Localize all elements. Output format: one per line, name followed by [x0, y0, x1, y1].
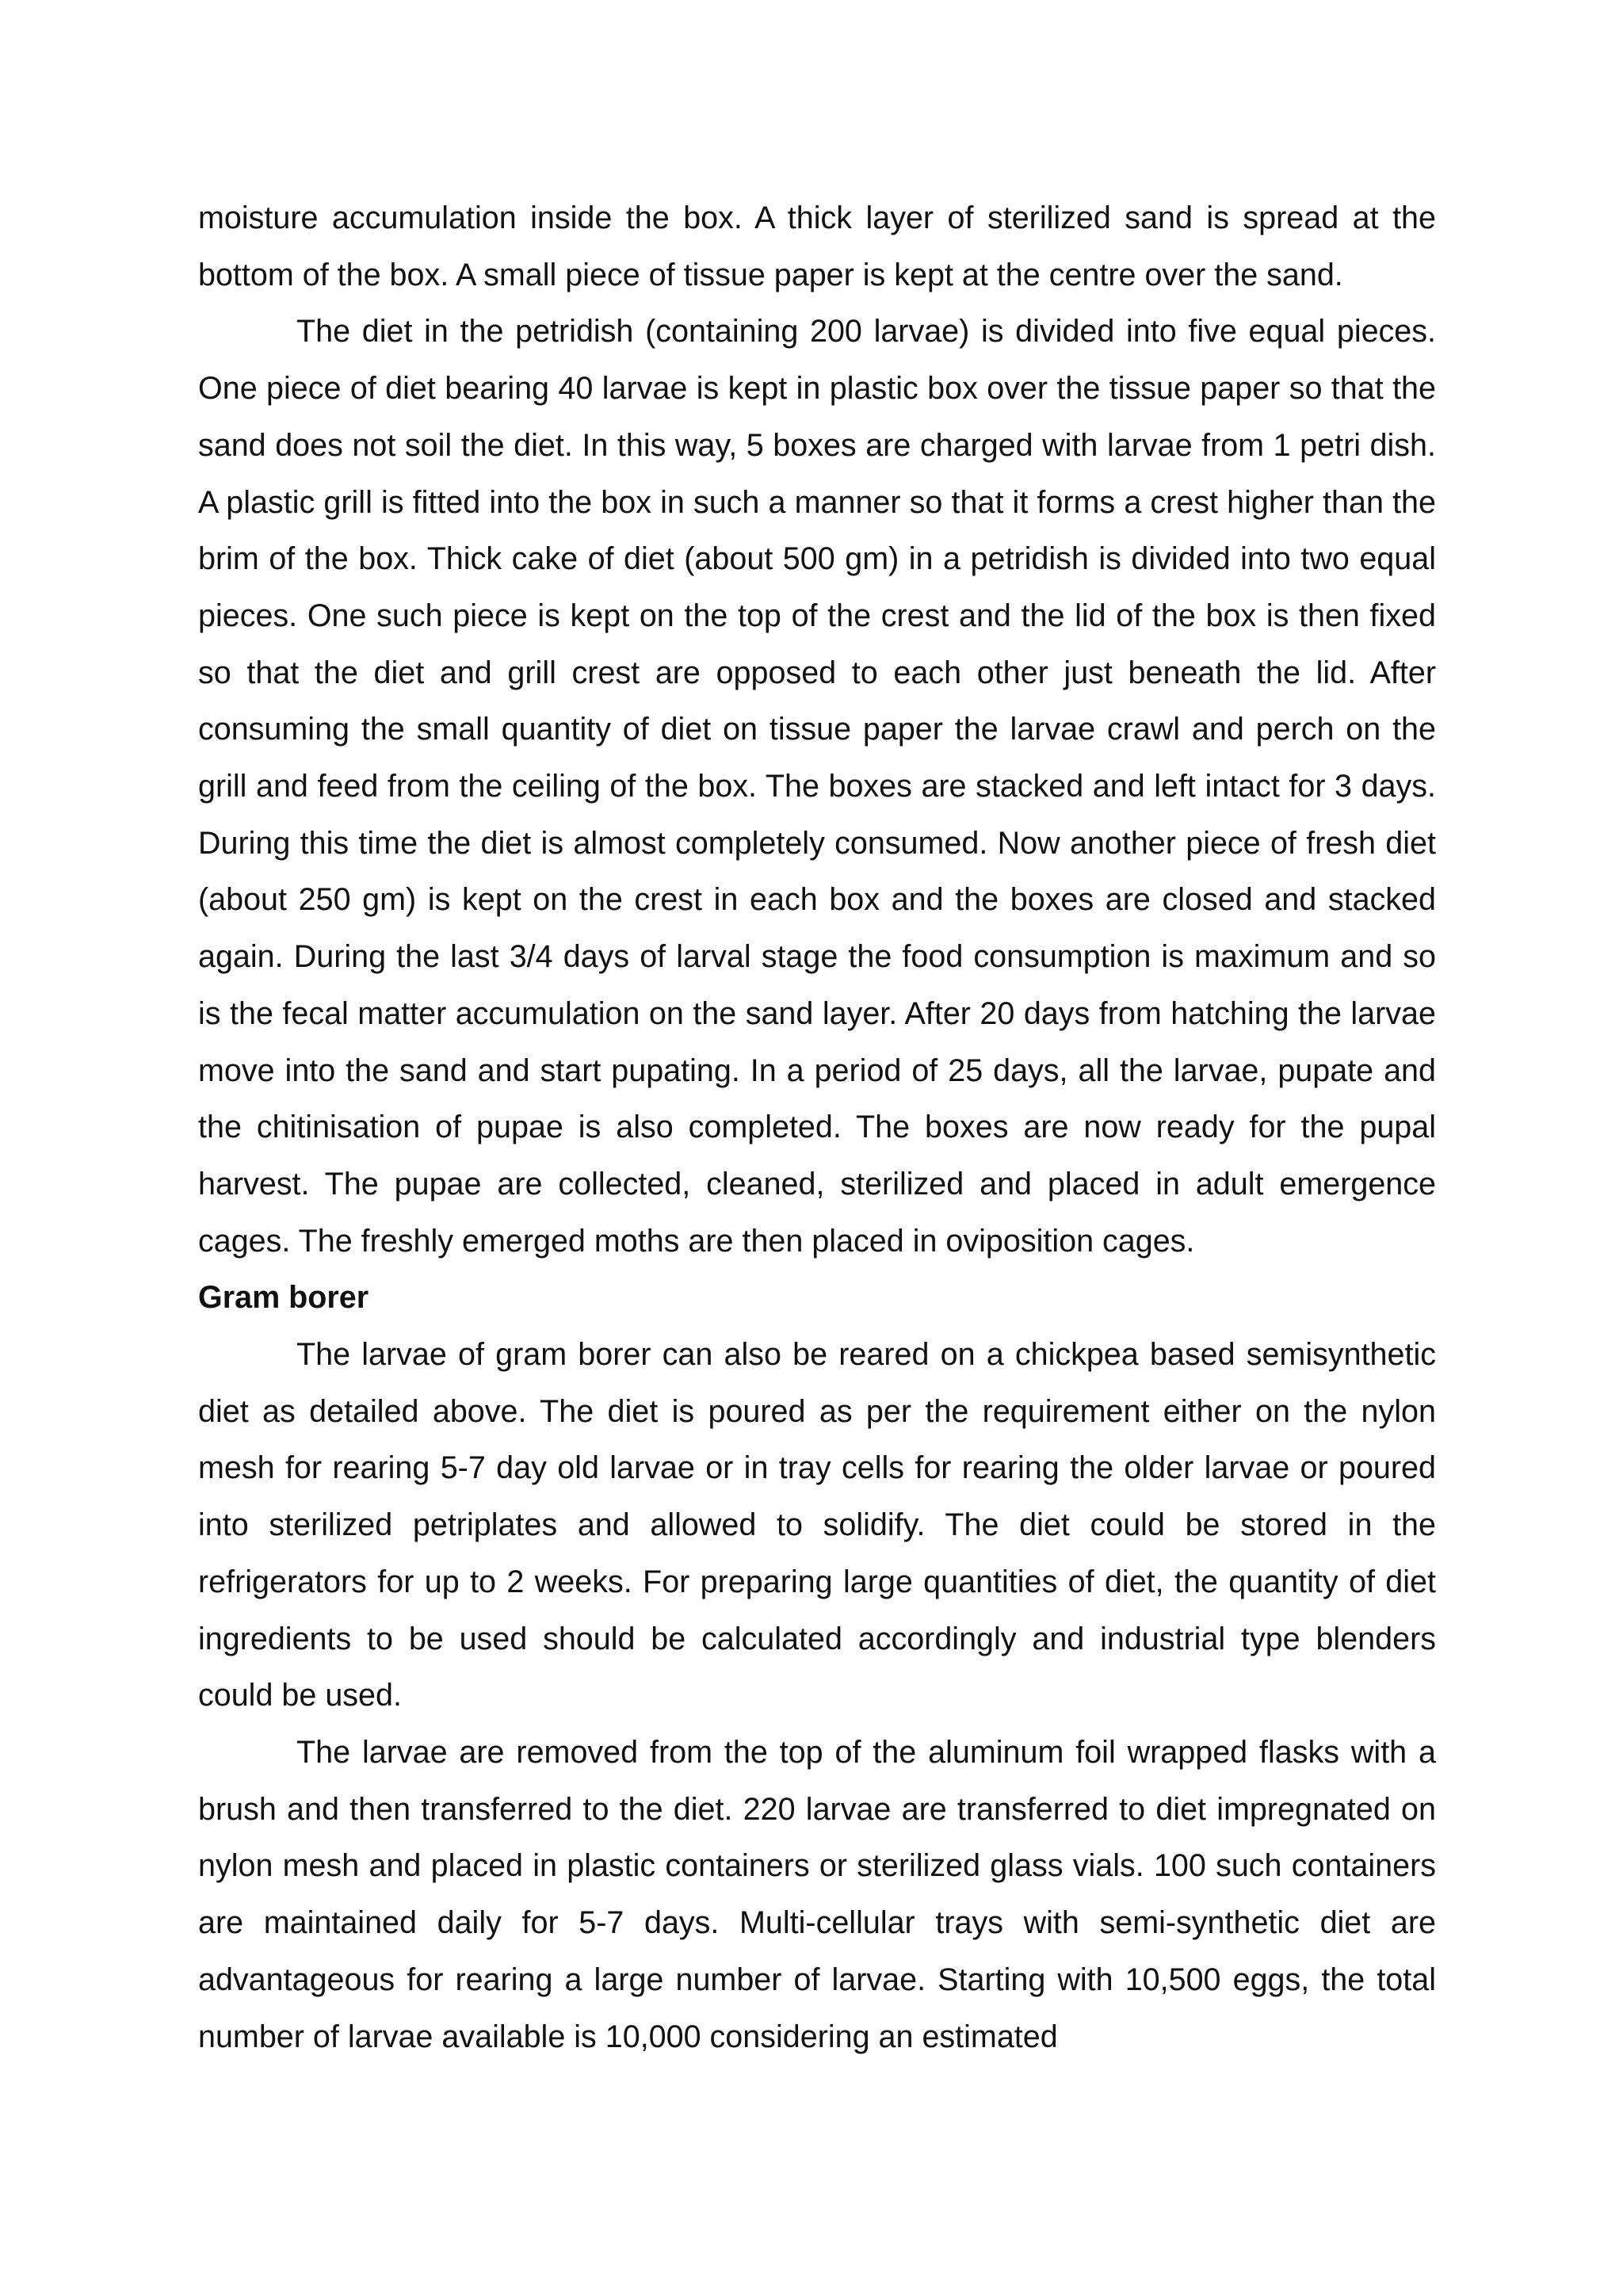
paragraph-larval-rearing: The diet in the petridish (containing 200 larvae) is divided into five equal pieces. One piece of diet bearing 40 larvae is kept in plastic box over the tissue paper so that the sand does not soil the diet. In this way, 5 boxes are charged with larvae from 1 petri dish. A plastic grill is fitted into the box in such a manner so that it forms a crest higher than the brim of the box. Thick cake of diet (about 500 gm) in a petridish is divided into two equal pieces. One such piece is kept on the top of the crest and the lid of the box is then fixed so that the diet and grill crest are opposed to each other just beneath the lid. After consuming the small quantity of diet on tissue paper the larvae crawl and perch on the grill and feed from the ceiling of the box. The boxes are stacked and left intact for 3 days. During this time the diet is almost completely consumed. Now another piece of fresh diet (about 250 gm) is kept on the crest in each box and the boxes are closed and stacked again. During the last 3/4 days of larval stage the food consumption is maximum and so is the fecal matter accumulation on the sand layer. After 20 days from hatching the larvae move into the sand and start pupating. In a period of 25 days, all the larvae, pupate and the chitinisation of pupae is also completed. The boxes are now ready for the pupal harvest. The pupae are collected, cleaned, sterilized and placed in adult emergence cages. The freshly emerged moths are then placed in oviposition cages. [198, 314, 1436, 1259]
paragraph-continued: moisture accumulation inside the box. A thick layer of sterilized sand is spread at the bottom of the box. A small piece of tissue paper is kept at the centre over the sand. [198, 201, 1436, 292]
section-heading-gram-borer: Gram borer [198, 1280, 369, 1316]
paragraph-gram-borer-diet: The larvae of gram borer can also be reared on a chickpea based semisynthetic diet as detailed above. The diet is poured as per the requirement either on the nylon mesh for rearing 5-7 day old larvae or in tray cells for rearing the older larvae or poured into sterilized petriplates and allowed to solidify. The diet could be stored in the refrigerators for up to 2 weeks. For preparing large quantities of diet, the quantity of diet ingredients to be used should be calculated accordingly and industrial type blenders could be used. [198, 1337, 1436, 1713]
paragraph-larvae-transfer: The larvae are removed from the top of the aluminum foil wrapped flasks with a brush and then transferred to the diet. 220 larvae are transferred to diet impregnated on nylon mesh and placed in plastic containers or sterilized glass vials. 100 such containers are maintained daily for 5-7 days. Multi-cellular trays with semi-synthetic diet are advantageous for rearing a large number of larvae. Starting with 10,500 eggs, the total number of larvae available is 10,000 considering an estimated [198, 1734, 1436, 2054]
document-page [198, 190, 1436, 2065]
